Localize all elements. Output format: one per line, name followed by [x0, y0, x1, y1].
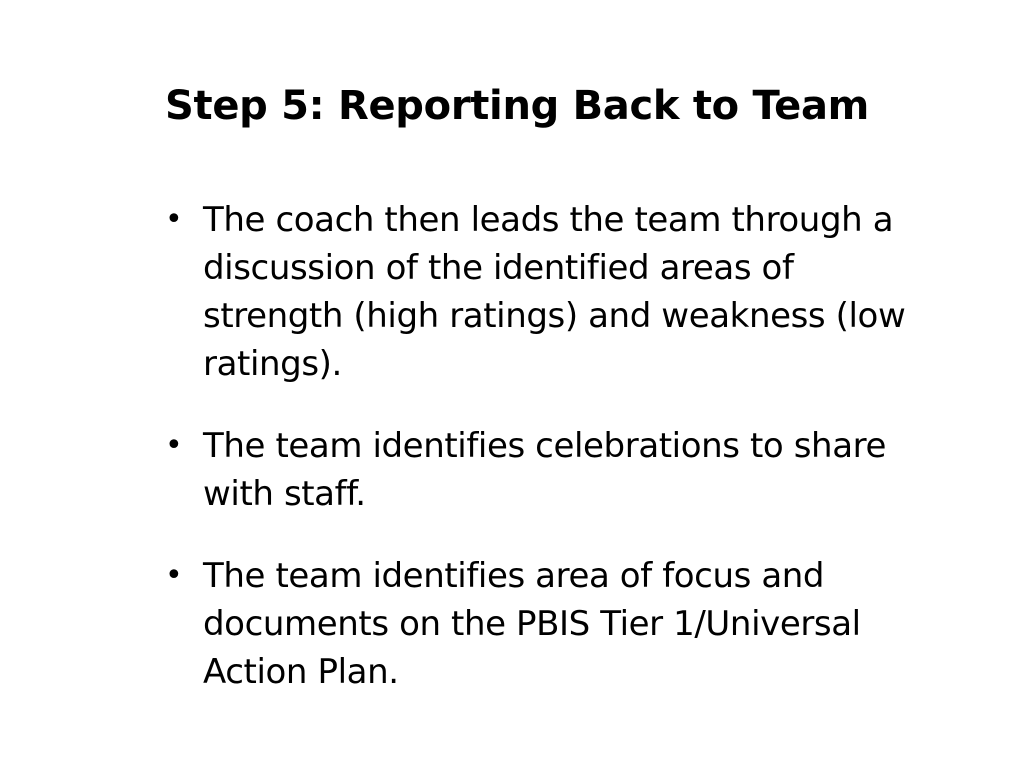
bullet-icon: • [165, 202, 183, 237]
bullet-text: The team identifies area of focus and documents on the PBIS Tier 1/Universal Action Plan. [203, 556, 861, 692]
bullet-item [165, 552, 925, 696]
bullet-icon: • [165, 558, 183, 593]
bullet-item [165, 196, 925, 388]
bullet-text: The coach then leads the team through a discussion of the identified areas of strength (high ratings) and weakness (low ratings). [203, 200, 906, 384]
bullet-list [165, 196, 925, 730]
bullet-icon: • [165, 428, 183, 463]
slide-title: Step 5: Reporting Back to Team [165, 83, 870, 129]
bullet-text: The team identifies celebrations to share with staff. [203, 426, 886, 514]
bullet-item [165, 422, 925, 518]
